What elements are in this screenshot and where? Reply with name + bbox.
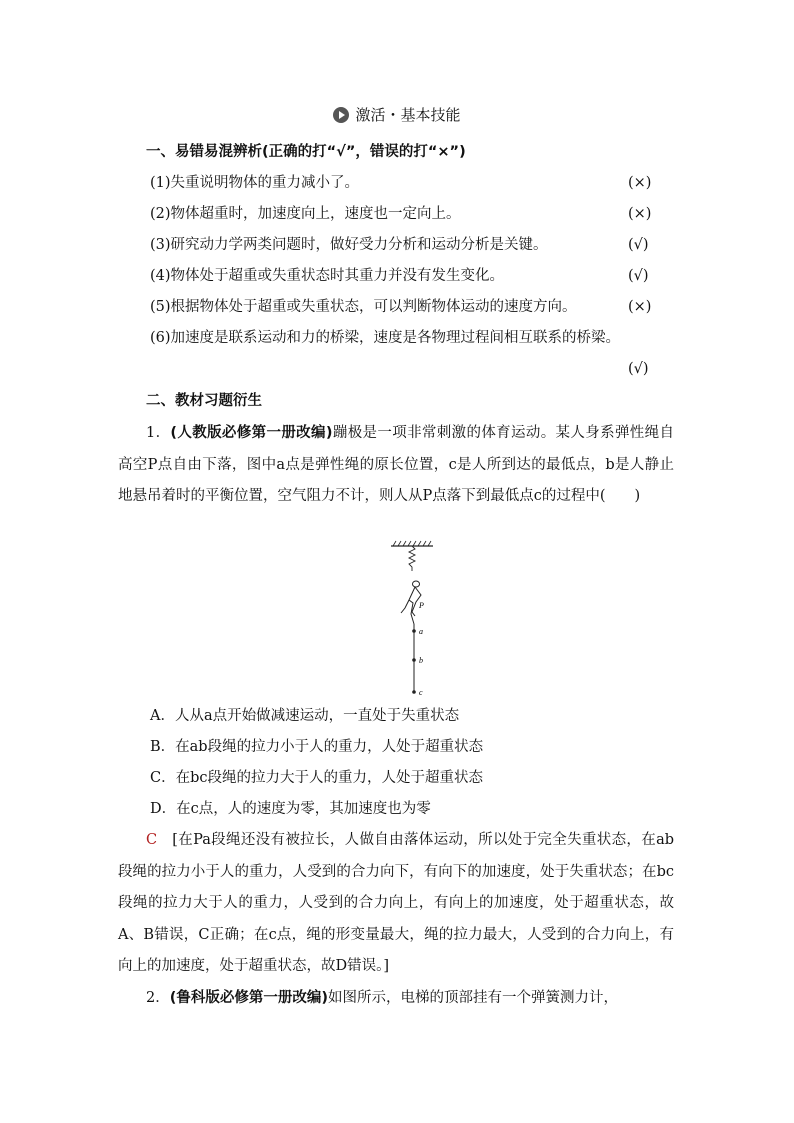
ceiling-hatch [393,541,431,546]
statement-1-mark: (×) [628,175,652,191]
option-a: A．人从a点开始做减速运动，一直处于失重状态 [150,708,460,724]
statement-6: (6)加速度是联系运动和力的桥梁，速度是各物理过程间相互联系的桥梁。 [150,330,621,346]
label-a: a [419,627,423,636]
section-header [0,104,794,125]
question-2-source: (鲁科版必修第一册改编) [169,990,328,1006]
label-c: c [419,688,423,697]
label-b: b [419,656,423,665]
option-b: B．在ab段绳的拉力小于人的重力，人处于超重状态 [150,739,484,755]
statement-2-mark: (×) [628,206,652,222]
statement-1: (1)失重说明物体的重力减小了。 [150,175,360,191]
statement-3: (3)研究动力学两类问题时，做好受力分析和运动分析是关键。 [150,237,548,253]
statement-3-mark: (√) [628,237,649,253]
option-d: D．在c点，人的速度为零，其加速度也为零 [150,801,431,817]
statement-5: (5)根据物体处于超重或失重状态，可以判断物体运动的速度方向。 [150,299,577,315]
question-1-text: 蹦极是一项非常刺激的体育运动。某人身系弹性绳自高空P点自由下落，图中a点是弹性绳的原长位置，c是人所到达的最低点，b是人静止地悬吊着时的平衡位置，空气阻力不计，则人从P点落下到最低点c的过程中( ) [118,425,674,504]
question-2-number: 2． [146,990,170,1006]
option-c: C．在bc段绳的拉力大于人的重力，人处于超重状态 [150,770,483,786]
label-p: P [419,601,424,610]
question-2-text: 如图所示，电梯的顶部挂有一个弹簧测力计， [328,990,618,1006]
bungee-figure [385,540,445,700]
section-header-title: 激活・基本技能 [355,106,461,124]
question-1-stem [118,418,674,513]
explanation-text: [在Pa段绳还没有被拉长，人做自由落体运动，所以处于完全失重状态，在ab段绳的拉力小于人的重力，人受到的合力向下，有向下的加速度，处于失重状态；在bc段绳的拉力大于人的重力，人受到的合力向上，有向上的加速度，处于超重状态，故A、B错误，C正确；在c点，绳的形变量最大，绳的拉力最大，人受到的合力向上，有向上的加速度，处于超重状态，故D错误。] [118,832,674,974]
bungee-cord [409,546,415,571]
section1-title: 一、易错易混辨析(正确的打“√”，错误的打“×”) [146,144,466,160]
statement-4: (4)物体处于超重或失重状态时其重力并没有发生变化。 [150,268,505,284]
question-1-number: 1． [146,425,171,441]
statement-6-mark: (√) [628,361,649,377]
statement-4-mark: (√) [628,268,649,284]
answer-letter: C [146,832,158,848]
question-1-source: (人教版必修第一册改编) [170,425,333,441]
play-icon [333,107,349,123]
statement-2: (2)物体超重时，加速度向上，速度也一定向上。 [150,206,461,222]
jumper-silhouette [401,581,421,624]
question-2-stem [118,983,674,1015]
answer-explanation [118,825,674,983]
statement-5-mark: (×) [628,299,652,315]
section2-title: 二、教材习题衍生 [146,393,262,409]
